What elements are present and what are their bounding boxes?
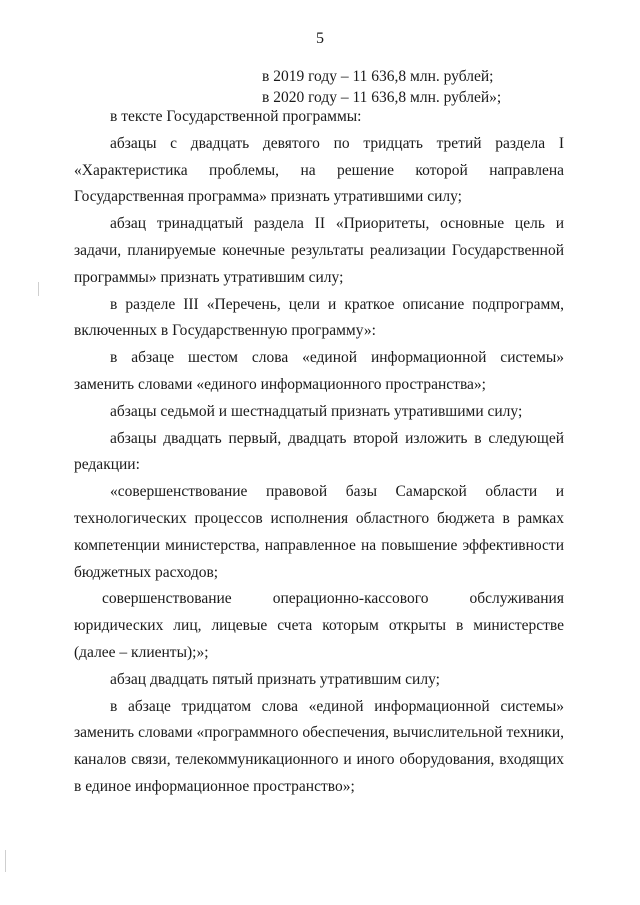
paragraph-section-1: абзацы с двадцать девятого по тридцать третий раздела I «Характеристика проблемы, на решение которой направлена Государственная программа» признать утратившими силу; — [74, 134, 564, 206]
amounts-block — [262, 66, 501, 108]
amount-line-2020: в 2020 году – 11 636,8 млн. рублей»; — [262, 89, 502, 106]
paragraph-quote-2: совершенствование операционно-кассового обслуживания юридических лиц, лицевые счета которым открыты в министерстве (далее – клиенты);»; — [74, 590, 564, 661]
paragraph-abzac-21-22: абзацы двадцать первый, двадцать второй изложить в следующей редакции: — [74, 429, 564, 474]
document-body — [74, 104, 564, 801]
paragraph-abzac-6: в абзаце шестом слова «единой информационной системы» заменить словами «единого информационного пространства»; — [74, 349, 564, 393]
paragraph-abzac-7-16: абзацы седьмой и шестнадцатый признать утратившими силу; — [110, 402, 523, 420]
amount-line-2019: в 2019 году – 11 636,8 млн. рублей; — [262, 68, 494, 85]
scan-mark — [38, 282, 39, 296]
paragraph-section-3: в разделе III «Перечень, цели и краткое описание подпрограмм, включенных в Государственную программу»: — [74, 295, 564, 340]
paragraph-section-2: абзац тринадцатый раздела II «Приоритеты, основные цель и задачи, планируемые конечные результаты реализации Государственной программы» признать утратившим силу; — [74, 215, 564, 286]
paragraph-quote-1: «совершенствование правовой базы Самарской области и технологических процессов исполнения областного бюджета в рамках компетенции министерства, направленное на повышение эффективности бюджетных расходов; — [74, 483, 564, 581]
paragraph-intro: в тексте Государственной программы: — [110, 108, 362, 125]
scan-mark — [5, 850, 6, 872]
paragraph-abzac-25: абзац двадцать пятый признать утратившим силу; — [110, 670, 440, 688]
paragraph-abzac-30: в абзаце тридцатом слова «единой информационной системы» заменить словами «программного обеспечения, вычислительной техники, каналов связи, телекоммуникационного и иного оборудования, входящих в единое информационное пространство»; — [74, 697, 564, 795]
page-number: 5 — [316, 30, 324, 47]
